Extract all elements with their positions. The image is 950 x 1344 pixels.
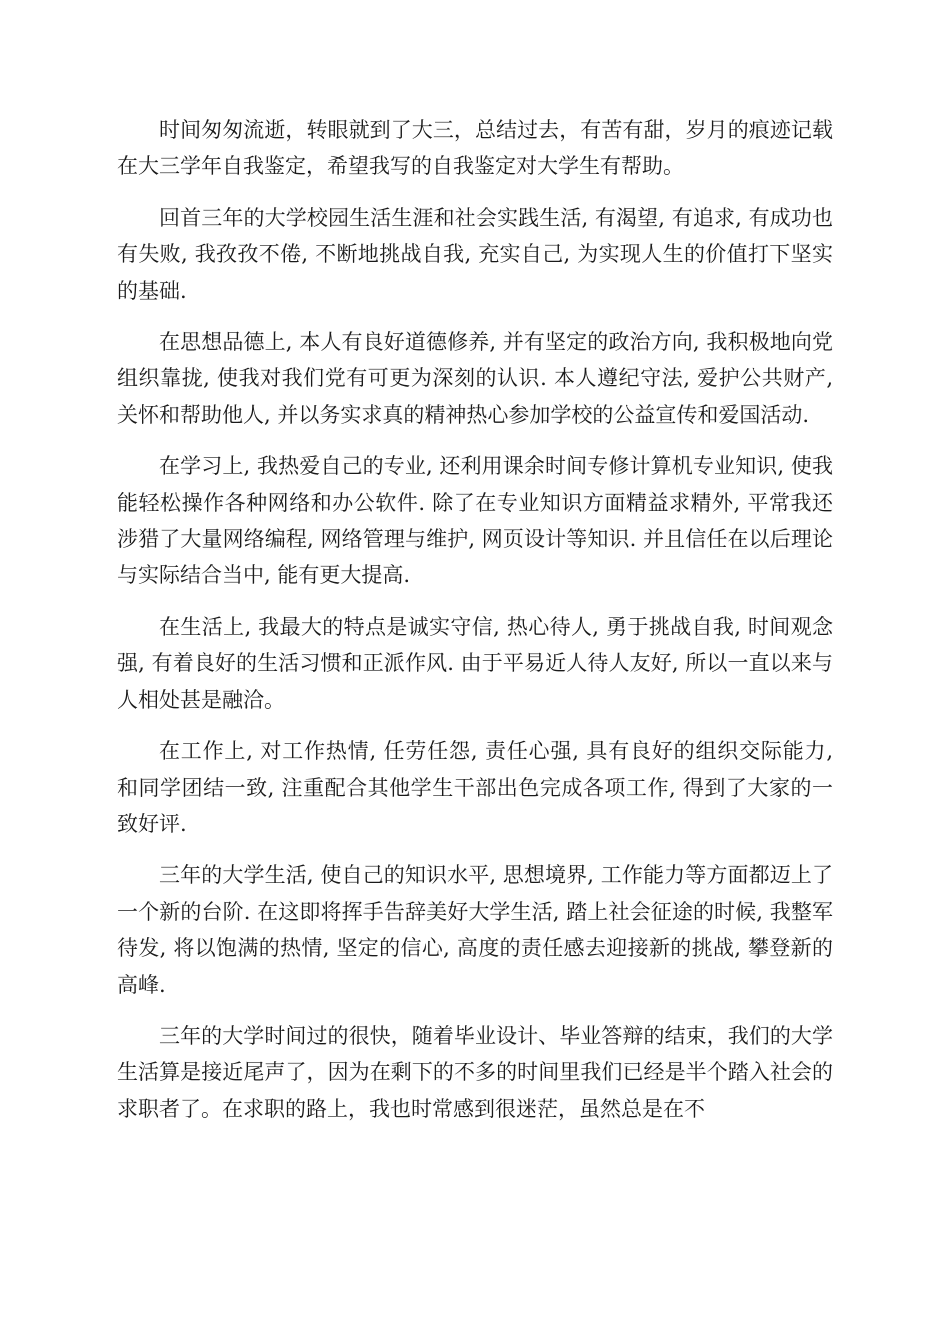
paragraph-2: 回首三年的大学校园生活生涯和社会实践生活, 有渴望, 有追求, 有成功也有失败, 我孜孜不倦, 不断地挑战自我, 充实自己, 为实现人生的价值打下坚实的基础.: [117, 205, 833, 303]
paragraph-3: 在思想品德上, 本人有良好道德修养, 并有坚定的政治方向, 我积极地向党组织靠拢, 使我对我们党有可更为深刻的认识. 本人遵纪守法, 爱护公共财产, 关怀和帮助他人, 并以务实求真的精神热心参加学校的公益宣传和爱国活动.: [117, 330, 833, 427]
paragraph-6: 在工作上, 对工作热情, 任劳任怨, 责任心强, 具有良好的组织交际能力, 和同学团结一致, 注重配合其他学生干部出色完成各项工作, 得到了大家的一致好评.: [117, 739, 833, 836]
document-body: [117, 112, 833, 1142]
paragraph-7: 三年的大学生活, 使自己的知识水平, 思想境界, 工作能力等方面都迈上了一个新的台阶. 在这即将挥手告辞美好大学生活, 踏上社会征途的时候, 我整军待发, 将以饱满的热情, 坚定的信心, 高度的责任感去迎接新的挑战, 攀登新的高峰.: [117, 863, 833, 997]
paragraph-4: 在学习上, 我热爱自己的专业, 还利用课余时间专修计算机专业知识, 使我能轻松操作各种网络和办公软件. 除了在专业知识方面精益求精外, 平常我还涉猎了大量网络编程, 网络管理与维护, 网页设计等知识. 并且信任在以后理论与实际结合当中, 能有更大提高.: [117, 454, 833, 588]
paragraph-8: 三年的大学时间过的很快，随着毕业设计、毕业答辩的结束，我们的大学生活算是接近尾声了，因为在剩下的不多的时间里我们已经是半个踏入社会的求职者了。在求职的路上，我也时常感到很迷茫，虽然总是在不: [117, 1023, 833, 1121]
paragraph-5: 在生活上, 我最大的特点是诚实守信, 热心待人, 勇于挑战自我, 时间观念强, 有着良好的生活习惯和正派作风. 由于平易近人待人友好, 所以一直以来与人相处甚是融洽。: [117, 614, 833, 712]
paragraph-1: 时间匆匆流逝，转眼就到了大三，总结过去，有苦有甜，岁月的痕迹记载在大三学年自我鉴定，希望我写的自我鉴定对大学生有帮助。: [117, 118, 833, 179]
